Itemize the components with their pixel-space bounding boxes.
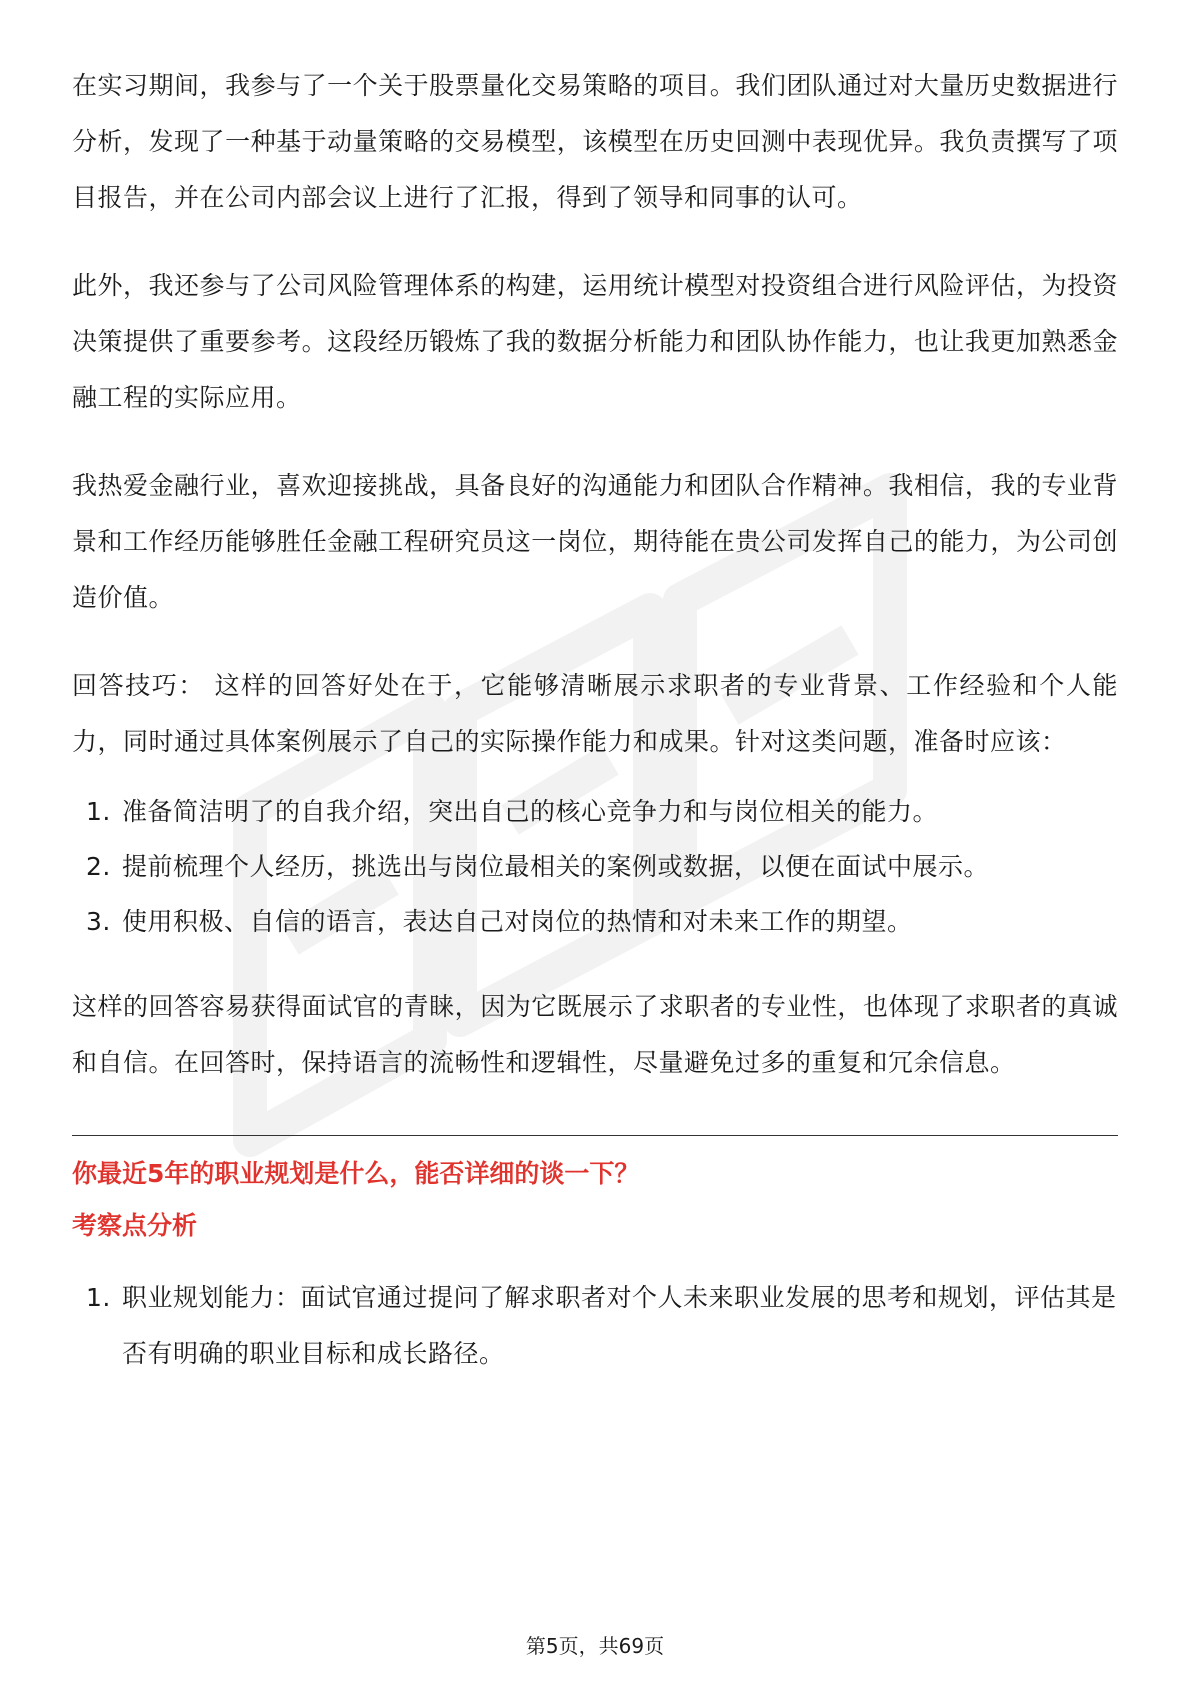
- page-footer: 第5页，共69页: [525, 1634, 665, 1658]
- list-item: 1. 职业规划能力：面试官通过提问了解求职者对个人未来职业发展的思考和规划，评估其是否有明确的职业目标和成长路径。: [86, 1283, 1117, 1368]
- list-item: 1. 准备简洁明了的自我介绍，突出自己的核心竞争力和与岗位相关的能力。: [86, 797, 939, 826]
- paragraph-internship: 在实习期间，我参与了一个关于股票量化交易策略的项目。我们团队通过对大量历史数据进行分析，发现了一种基于动量策略的交易模型，该模型在历史回测中表现优异。我负责撰写了项目报告，并在公司内部会议上进行了汇报，得到了领导和同事的认可。: [72, 71, 1118, 212]
- analysis-heading: 考察点分析: [72, 1211, 198, 1240]
- question-heading: 你最近5年的职业规划是什么，能否详细的谈一下？: [72, 1159, 640, 1188]
- list-item: 3. 使用积极、自信的语言，表达自己对岗位的热情和对未来工作的期望。: [86, 907, 913, 936]
- paragraph-passion: 我热爱金融行业，喜欢迎接挑战，具备良好的沟通能力和团队合作精神。我相信，我的专业背景和工作经历能够胜任金融工程研究员这一岗位，期待能在贵公司发挥自己的能力，为公司创造价值。: [72, 471, 1118, 612]
- list-item: 2. 提前梳理个人经历，挑选出与岗位最相关的案例或数据，以便在面试中展示。: [86, 852, 990, 881]
- analysis-list: [72, 1270, 1118, 1382]
- paragraph-answer-tips: 回答技巧： 这样的回答好处在于，它能够清晰展示求职者的专业背景、工作经验和个人能力，同时通过具体案例展示了自己的实际操作能力和成果。针对这类问题，准备时应该：: [72, 671, 1118, 756]
- paragraph-closing: 这样的回答容易获得面试官的青睐，因为它既展示了求职者的专业性，也体现了求职者的真诚和自信。在回答时，保持语言的流畅性和逻辑性，尽量避免过多的重复和冗余信息。: [72, 992, 1118, 1077]
- paragraph-risk-management: 此外，我还参与了公司风险管理体系的构建，运用统计模型对投资组合进行风险评估，为投资决策提供了重要参考。这段经历锻炼了我的数据分析能力和团队协作能力，也让我更加熟悉金融工程的实际应用。: [72, 271, 1118, 412]
- tips-list: [72, 784, 1118, 949]
- content-area: [72, 58, 1118, 1382]
- section-divider: [72, 1135, 1118, 1136]
